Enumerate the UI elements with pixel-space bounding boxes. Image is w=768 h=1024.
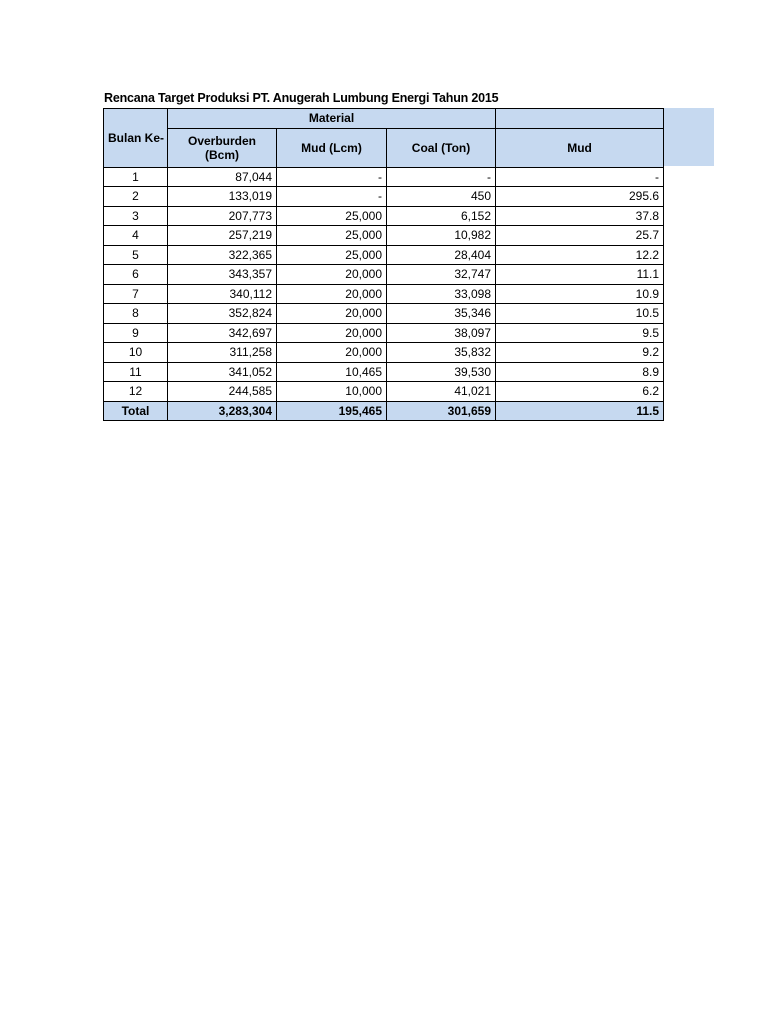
mud-cell: 10,000	[277, 382, 387, 402]
mud-ratio-cell: 295.6	[496, 187, 664, 207]
month-cell: 11	[104, 362, 168, 382]
month-cell: 7	[104, 284, 168, 304]
document-title: Rencana Target Produksi PT. Anugerah Lumbung Energi Tahun 2015	[104, 91, 499, 105]
overburden-cell: 322,365	[168, 245, 277, 265]
coal-column-header: Coal (Ton)	[387, 128, 496, 167]
mud-ratio-cell: 11.1	[496, 265, 664, 285]
production-table-container	[103, 108, 660, 420]
overburden-cell: 311,258	[168, 343, 277, 363]
mud-cell: 25,000	[277, 226, 387, 246]
month-cell: 8	[104, 304, 168, 324]
overburden-cell: 352,824	[168, 304, 277, 324]
production-table	[103, 108, 664, 421]
mud-ratio-cell: 10.5	[496, 304, 664, 324]
mud-column-header: Mud (Lcm)	[277, 128, 387, 167]
mud-ratio-cell: 10.9	[496, 284, 664, 304]
mud-cell: 10,465	[277, 362, 387, 382]
month-cell: 3	[104, 206, 168, 226]
table-row	[104, 187, 664, 207]
table-row	[104, 265, 664, 285]
overburden-cell: 207,773	[168, 206, 277, 226]
month-column-header: Bulan Ke-	[104, 109, 168, 168]
coal-cell: 33,098	[387, 284, 496, 304]
table-row	[104, 206, 664, 226]
coal-cell: 38,097	[387, 323, 496, 343]
overburden-cell: 257,219	[168, 226, 277, 246]
month-cell: 12	[104, 382, 168, 402]
month-cell: 1	[104, 167, 168, 187]
mud-cell: 20,000	[277, 323, 387, 343]
total-label: Total	[104, 401, 168, 421]
table-row	[104, 382, 664, 402]
mud-cell: -	[277, 187, 387, 207]
total-mud-cell: 195,465	[277, 401, 387, 421]
material-group-header: Material	[168, 109, 496, 129]
coal-cell: 35,346	[387, 304, 496, 324]
month-cell: 5	[104, 245, 168, 265]
overburden-cell: 341,052	[168, 362, 277, 382]
total-coal-cell: 301,659	[387, 401, 496, 421]
table-body	[104, 167, 664, 421]
table-row	[104, 167, 664, 187]
cut-off-group-header	[496, 109, 664, 129]
coal-cell: 10,982	[387, 226, 496, 246]
overburden-cell: 343,357	[168, 265, 277, 285]
coal-cell: 28,404	[387, 245, 496, 265]
mud-ratio-cell: 12.2	[496, 245, 664, 265]
coal-cell: 450	[387, 187, 496, 207]
coal-cell: 6,152	[387, 206, 496, 226]
table-row	[104, 323, 664, 343]
month-cell: 4	[104, 226, 168, 246]
mud-ratio-cell: 9.2	[496, 343, 664, 363]
mud-cell: 25,000	[277, 206, 387, 226]
mud-ratio-cell: 25.7	[496, 226, 664, 246]
overburden-cell: 87,044	[168, 167, 277, 187]
mud-ratio-cell: 37.8	[496, 206, 664, 226]
total-overburden-cell: 3,283,304	[168, 401, 277, 421]
coal-cell: 39,530	[387, 362, 496, 382]
mud-cell: 20,000	[277, 284, 387, 304]
overburden-column-header: Overburden (Bcm)	[168, 128, 277, 167]
month-cell: 6	[104, 265, 168, 285]
coal-cell: 32,747	[387, 265, 496, 285]
mud-cell: 20,000	[277, 343, 387, 363]
table-row	[104, 284, 664, 304]
coal-cell: 35,832	[387, 343, 496, 363]
mud-cell: 25,000	[277, 245, 387, 265]
mud-cell: -	[277, 167, 387, 187]
table-row	[104, 245, 664, 265]
table-row	[104, 343, 664, 363]
overburden-cell: 340,112	[168, 284, 277, 304]
mud-ratio-cell: 6.2	[496, 382, 664, 402]
table-row	[104, 304, 664, 324]
overburden-cell: 342,697	[168, 323, 277, 343]
mud-cell: 20,000	[277, 304, 387, 324]
mud-ratio-column-header: Mud	[496, 128, 664, 167]
mud-cell: 20,000	[277, 265, 387, 285]
coal-cell: -	[387, 167, 496, 187]
coal-cell: 41,021	[387, 382, 496, 402]
overburden-cell: 133,019	[168, 187, 277, 207]
month-cell: 9	[104, 323, 168, 343]
month-cell: 2	[104, 187, 168, 207]
table-row	[104, 226, 664, 246]
total-mud-ratio-cell: 11.5	[496, 401, 664, 421]
mud-ratio-cell: -	[496, 167, 664, 187]
overburden-cell: 244,585	[168, 382, 277, 402]
table-row	[104, 362, 664, 382]
mud-ratio-cell: 9.5	[496, 323, 664, 343]
mud-ratio-cell: 8.9	[496, 362, 664, 382]
total-row	[104, 401, 664, 421]
month-cell: 10	[104, 343, 168, 363]
